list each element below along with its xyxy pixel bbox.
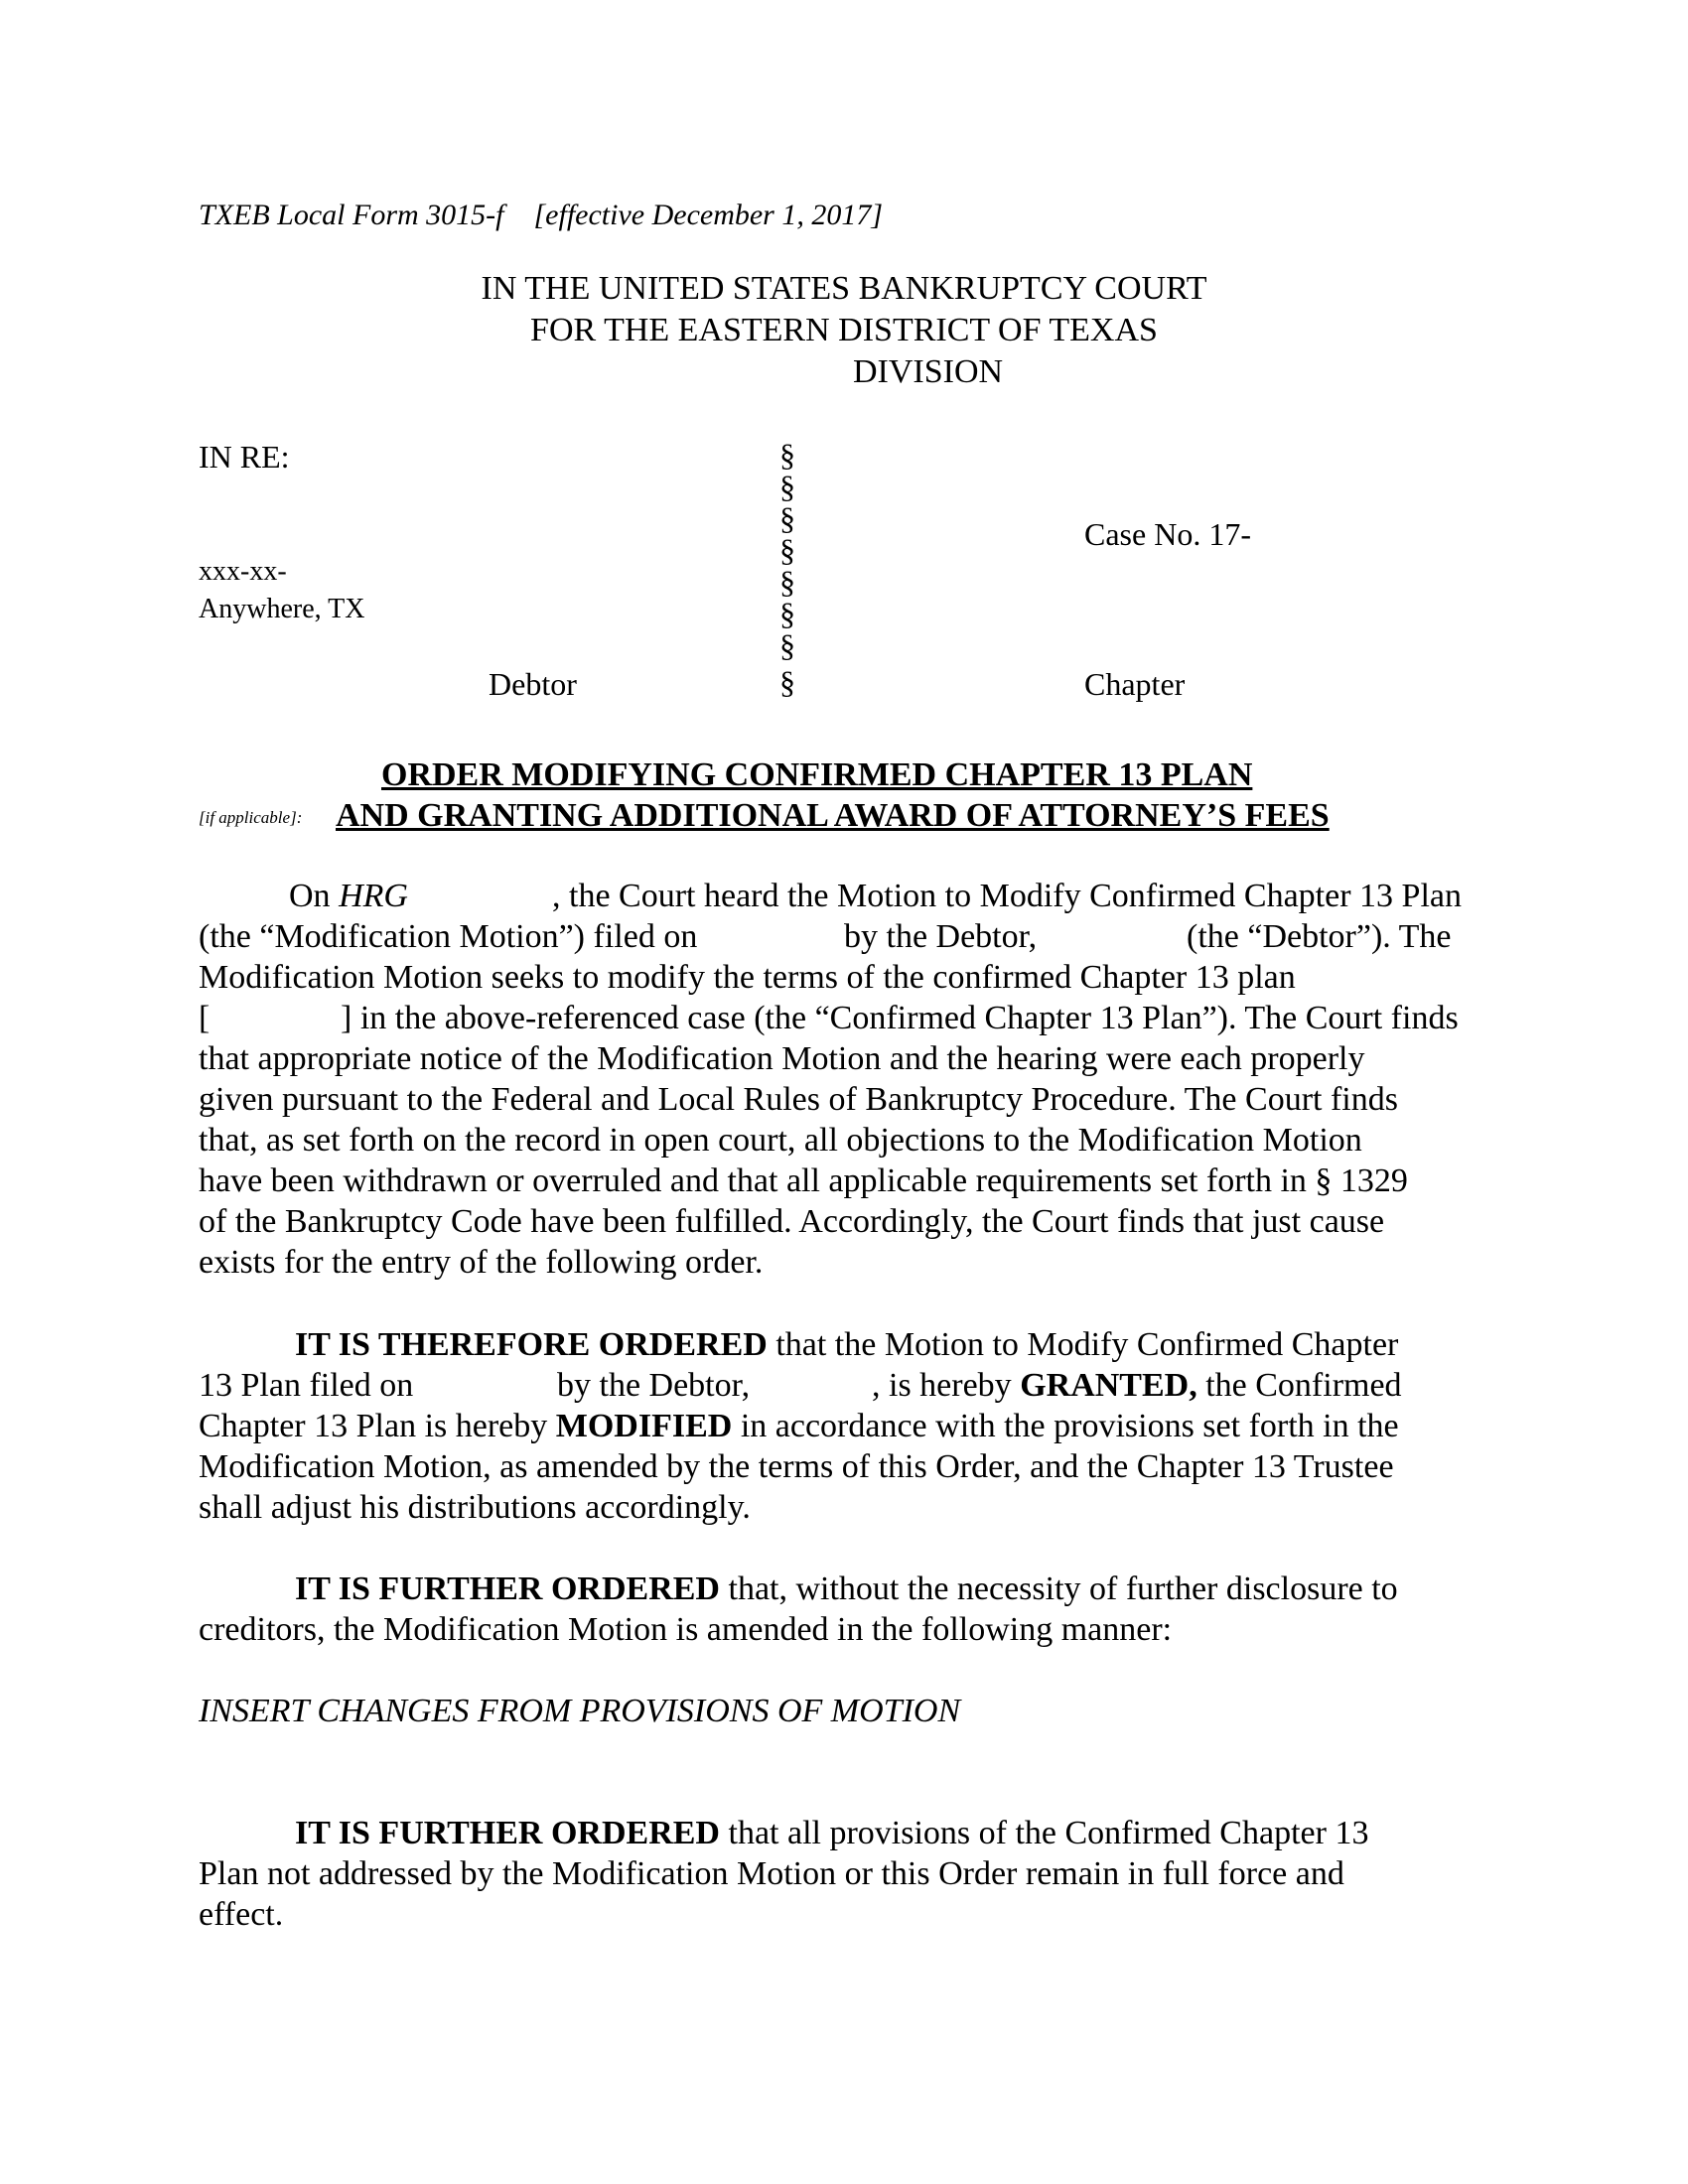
para4-line3: effect. xyxy=(199,1896,284,1933)
form-effective-date: [effective December 1, 2017] xyxy=(533,199,884,231)
court-division-line: DIVISION xyxy=(853,353,1004,390)
para1-line5: that appropriate notice of the Modification Motion and the hearing were each properly xyxy=(199,1040,1365,1077)
order-title-line2: AND GRANTING ADDITIONAL AWARD OF ATTORNEY’S FEES xyxy=(336,797,1330,834)
para1-line3: Modification Motion seeks to modify the terms of the confirmed Chapter 13 plan xyxy=(199,959,1296,996)
case-number: Case No. 17- xyxy=(1084,516,1251,552)
section-symbol: § xyxy=(779,532,795,568)
debtor-city: Anywhere, TX xyxy=(199,594,365,624)
court-name-line: IN THE UNITED STATES BANKRUPTCY COURT xyxy=(481,270,1207,307)
para1-line7: that, as set forth on the record in open court, all objections to the Modification Motion xyxy=(199,1122,1362,1159)
section-symbol: § xyxy=(779,627,795,663)
debtor-ssn: xxx-xx- xyxy=(199,556,287,587)
para1-line9: of the Bankruptcy Code have been fulfilled. Accordingly, the Court finds that just cause xyxy=(199,1203,1385,1240)
para2-line2b: by the Debtor, xyxy=(557,1367,751,1404)
form-number: TXEB Local Form 3015-f xyxy=(199,199,504,231)
order-title-note: [if applicable]: xyxy=(199,808,303,827)
order-title-line1: ORDER MODIFYING CONFIRMED CHAPTER 13 PLAN xyxy=(381,756,1253,793)
para3-line2: creditors, the Modification Motion is amended in the following manner: xyxy=(199,1611,1173,1648)
para2-line2a: 13 Plan filed on xyxy=(199,1367,414,1404)
section-symbol: § xyxy=(779,564,795,600)
para1-line2c: (the “Debtor”). The xyxy=(1187,918,1452,955)
debtor-label: Debtor xyxy=(489,666,577,702)
section-symbol: § xyxy=(779,469,795,504)
para1-line10: exists for the entry of the following order. xyxy=(199,1244,764,1281)
in-re-label: IN RE: xyxy=(199,439,290,475)
form-reference xyxy=(199,199,883,232)
para1-line4b: ] in the above-referenced case (the “Confirmed Chapter 13 Plan”). The Court finds xyxy=(341,1000,1459,1036)
para1-line1-rest: , the Court heard the Motion to Modify Confirmed Chapter 13 Plan xyxy=(552,878,1462,914)
para1-line2a: (the “Modification Motion”) filed on xyxy=(199,918,698,955)
para2-line3: Chapter 13 Plan is hereby MODIFIED in accordance with the provisions set forth in the xyxy=(199,1408,1399,1444)
therefore-ordered: IT IS THEREFORE ORDERED xyxy=(295,1326,768,1363)
court-district-line: FOR THE EASTERN DISTRICT OF TEXAS xyxy=(530,312,1158,348)
hearing-date-placeholder: HRG xyxy=(339,878,408,914)
granted-word: GRANTED, xyxy=(1020,1367,1197,1404)
insert-changes-note: INSERT CHANGES FROM PROVISIONS OF MOTION xyxy=(199,1693,961,1729)
para1-line8: have been withdrawn or overruled and that all applicable requirements set forth in § 1329 xyxy=(199,1162,1408,1199)
para4-line2: Plan not addressed by the Modification Motion or this Order remain in full force and xyxy=(199,1855,1344,1892)
para2-line1: IT IS THEREFORE ORDERED that the Motion to Modify Confirmed Chapter xyxy=(295,1326,1399,1363)
para2-line4: Modification Motion, as amended by the terms of this Order, and the Chapter 13 Trustee xyxy=(199,1448,1394,1485)
para1-line6: given pursuant to the Federal and Local Rules of Bankruptcy Procedure. The Court finds xyxy=(199,1081,1398,1118)
para2-line2c: , is hereby GRANTED, the Confirmed xyxy=(872,1367,1402,1404)
modified-word: MODIFIED xyxy=(555,1408,733,1444)
section-symbol: § xyxy=(779,596,795,631)
section-symbol: § xyxy=(779,437,795,473)
further-ordered: IT IS FURTHER ORDERED xyxy=(295,1570,720,1607)
further-ordered: IT IS FURTHER ORDERED xyxy=(295,1815,720,1851)
para1-line2b: by the Debtor, xyxy=(844,918,1038,955)
chapter-label: Chapter xyxy=(1084,666,1186,702)
para1-line1: On HRG xyxy=(289,878,408,914)
para2-line5: shall adjust his distributions accordingly. xyxy=(199,1489,751,1526)
section-symbol: § xyxy=(779,500,795,536)
para1-line4a: [ xyxy=(199,1000,211,1036)
para3-line1: IT IS FURTHER ORDERED that, without the necessity of further disclosure to xyxy=(295,1570,1398,1607)
para4-line1: IT IS FURTHER ORDERED that all provisions of the Confirmed Chapter 13 xyxy=(295,1815,1369,1851)
section-symbol: § xyxy=(779,664,795,700)
